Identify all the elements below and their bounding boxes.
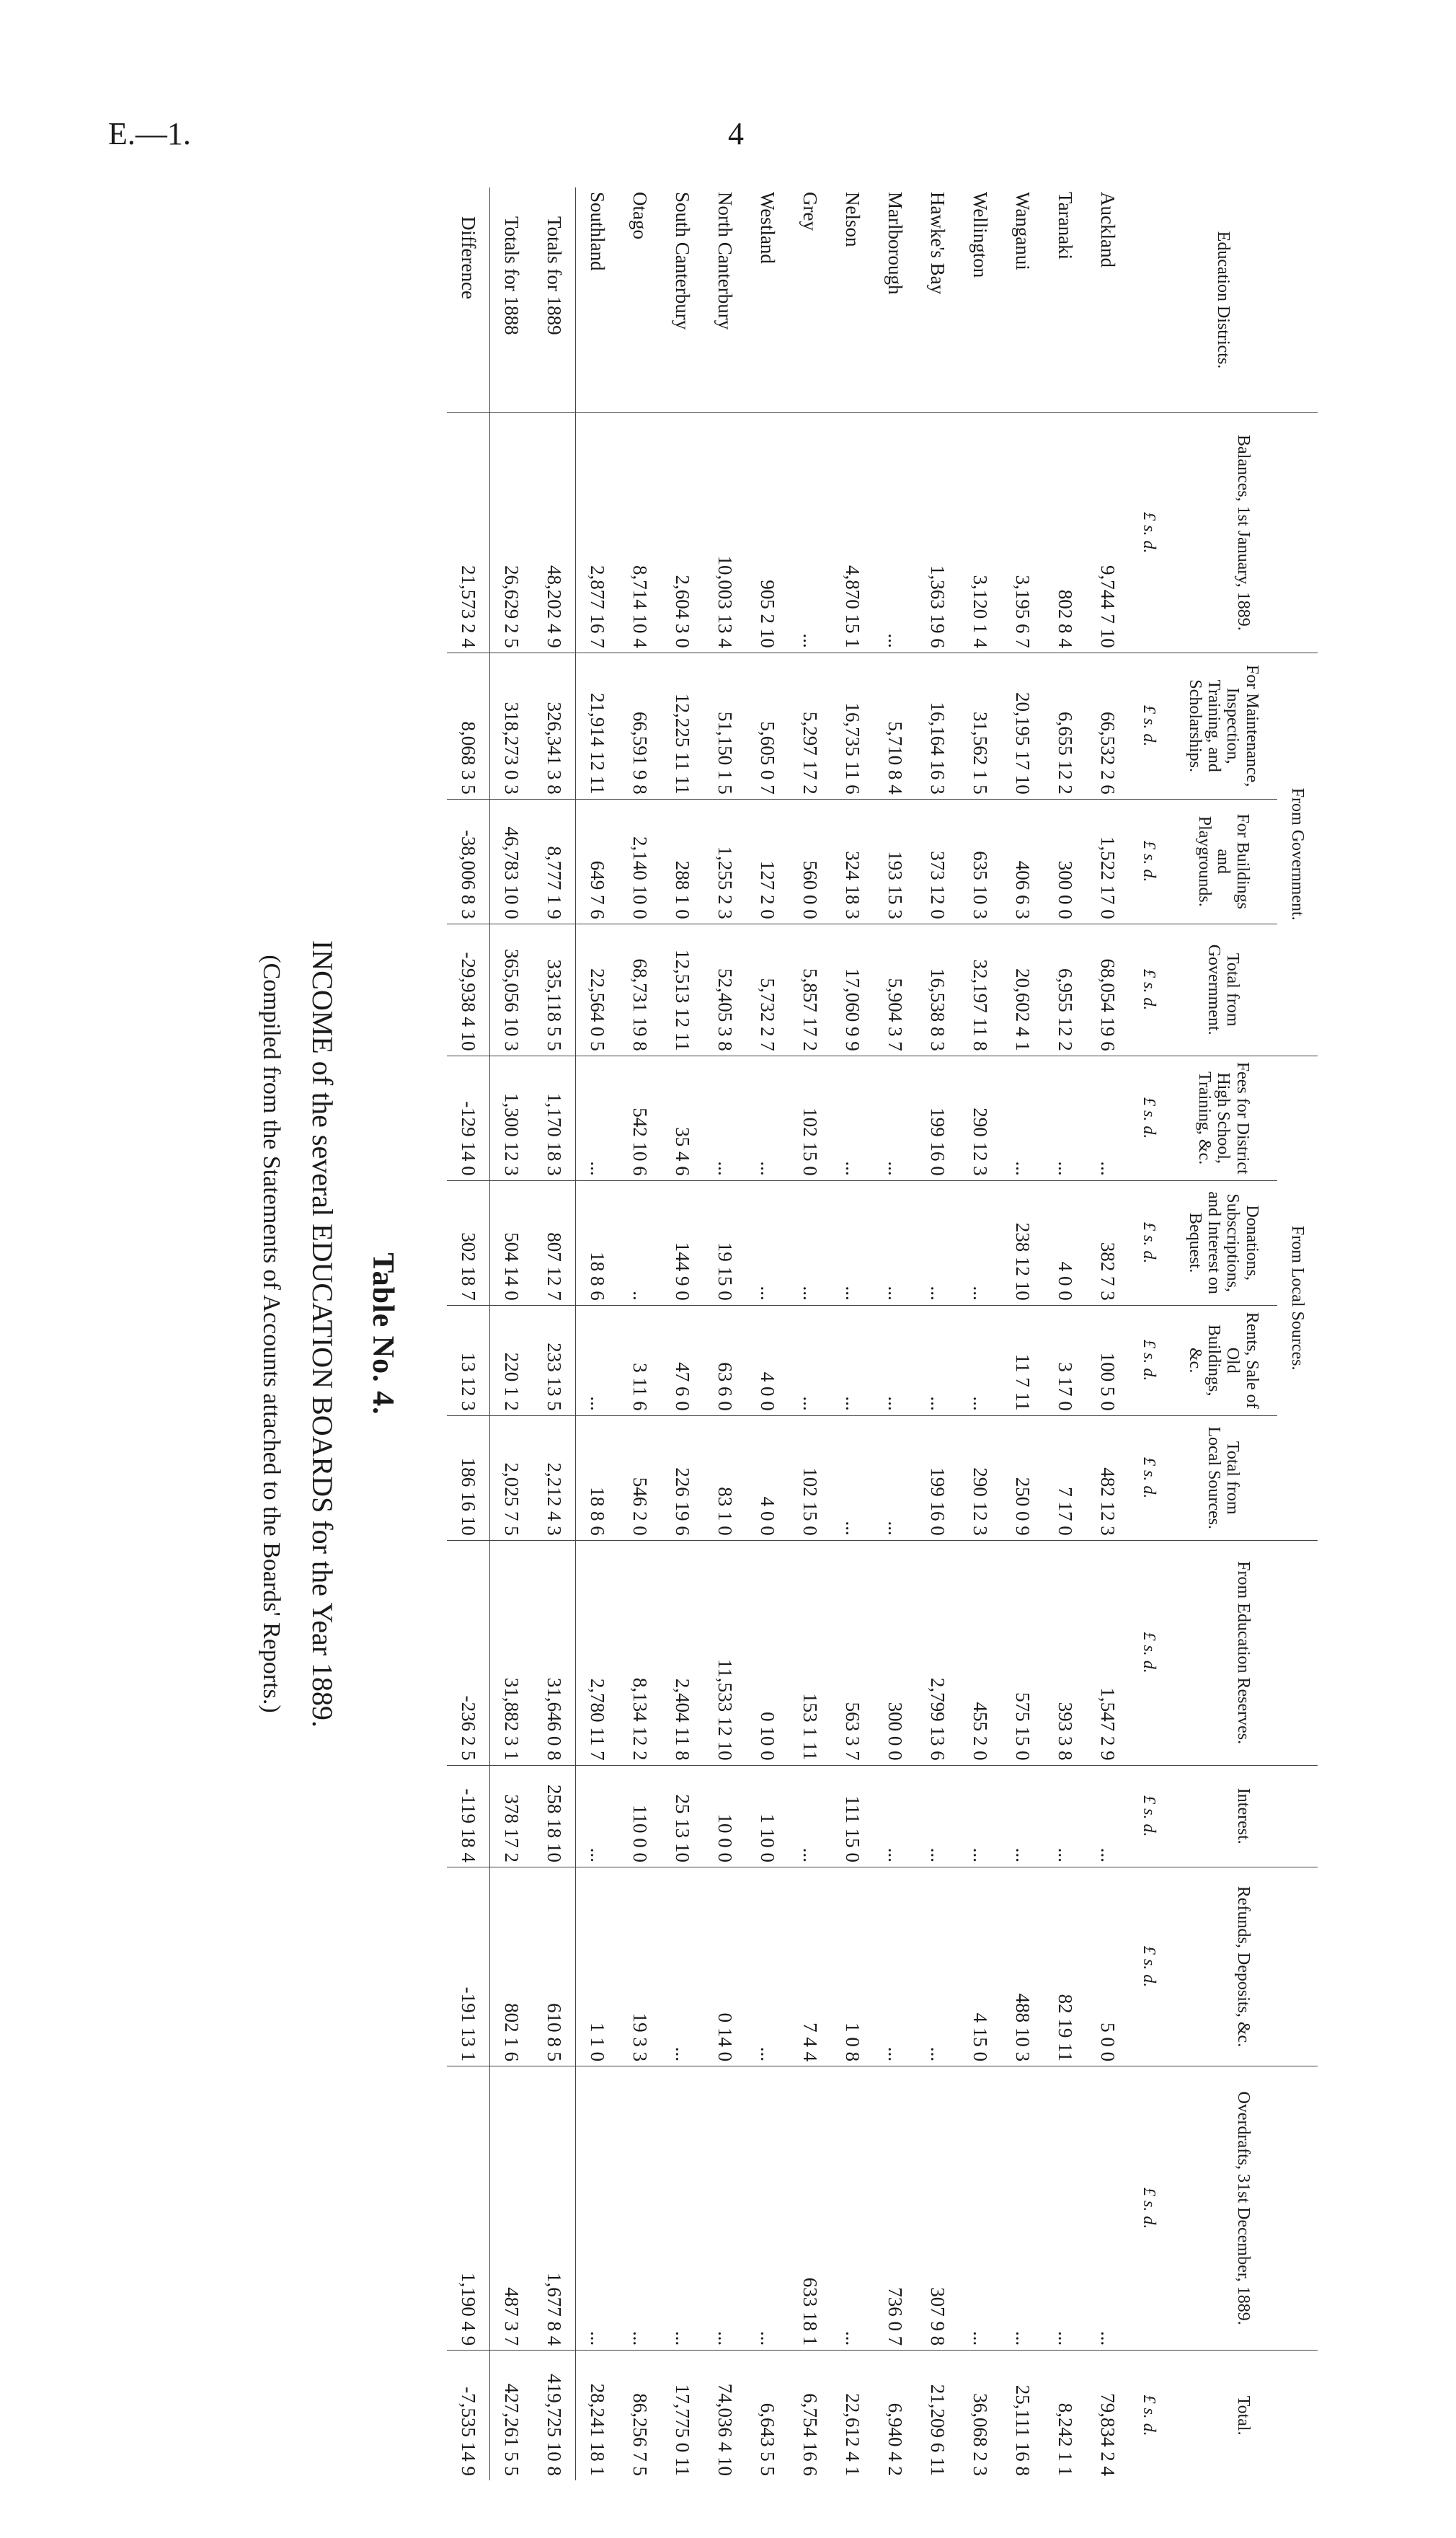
table-cell: 382 7 3 xyxy=(1086,1180,1129,1305)
table-cell: 25,111 16 8 xyxy=(1001,2351,1044,2480)
table-cell: 326,341 3 8 xyxy=(533,653,576,799)
table-cell: ... xyxy=(746,1180,789,1305)
table-cell: ... xyxy=(831,1056,874,1180)
table-cell: 905 2 10 xyxy=(746,413,789,653)
table-cell: 802 1 6 xyxy=(490,1867,533,2066)
table-cell: 47 6 0 xyxy=(661,1305,703,1415)
table-cell: 5,605 0 7 xyxy=(746,653,789,799)
table-cell: ... xyxy=(831,1415,874,1540)
table-cell: 79,834 2 4 xyxy=(1086,2351,1129,2480)
col-buildings: For Buildings and Playgrounds. xyxy=(1169,799,1277,924)
unit-label: £ s. d. xyxy=(1129,1180,1169,1305)
district-name: Marlborough xyxy=(884,192,906,295)
table-cell: ... xyxy=(874,1415,916,1540)
table-cell: 302 18 7 xyxy=(447,1180,490,1305)
table-cell: 2,780 11 7 xyxy=(576,1540,619,1765)
table-cell: ... xyxy=(661,2066,703,2351)
table-heading: INCOME of the several EDUCATION BOARDS for the Year 1889. xyxy=(306,939,339,1728)
table-cell: 318,273 0 3 xyxy=(490,653,533,799)
table-cell: 393 3 8 xyxy=(1044,1540,1086,1765)
col-refunds: Refunds, Deposits, &c. xyxy=(1169,1867,1318,2066)
table-subheading: (Compiled from the Statements of Accounts attached to the Boards' Reports.) xyxy=(258,955,285,1713)
rotated-table-page xyxy=(187,187,1413,2480)
table-cell: 290 12 3 xyxy=(959,1415,1001,1540)
table-cell: ... xyxy=(831,1305,874,1415)
district-name: Otago xyxy=(629,192,651,239)
district-name: Difference xyxy=(447,187,490,413)
table-cell: 238 12 10 xyxy=(1001,1180,1044,1305)
table-cell: ... xyxy=(1086,1056,1129,1180)
table-cell: 610 8 5 xyxy=(533,1867,576,2066)
col-district: Education Districts. xyxy=(1214,231,1233,369)
table-cell: 1,255 2 3 xyxy=(703,799,746,924)
table-cell: -191 13 1 xyxy=(447,1867,490,2066)
table-cell: 802 8 4 xyxy=(1044,413,1086,653)
col-total-government: Total from Government. xyxy=(1169,924,1277,1056)
table-cell: 300 0 0 xyxy=(1044,799,1086,924)
table-cell: 2,404 11 8 xyxy=(661,1540,703,1765)
unit-label: £ s. d. xyxy=(1129,1867,1169,2066)
table-cell: 21,573 2 4 xyxy=(447,413,490,653)
table-cell: ... xyxy=(916,1867,959,2066)
district-name: South Canterbury xyxy=(672,192,693,330)
table-cell: 8,242 1 1 xyxy=(1044,2351,1086,2480)
table-cell: 1 0 8 xyxy=(831,1867,874,2066)
district-name: Totals for 1888 xyxy=(501,216,523,335)
table-cell: 482 12 3 xyxy=(1086,1415,1129,1540)
table-cell: 1 10 0 xyxy=(746,1765,789,1867)
table-cell: 10,003 13 4 xyxy=(703,413,746,653)
table-cell: 25 13 10 xyxy=(661,1765,703,1867)
col-interest: Interest. xyxy=(1169,1765,1318,1867)
table-cell: 32,197 11 8 xyxy=(959,924,1001,1056)
table-cell: ... xyxy=(1086,2066,1129,2351)
table-cell: 3,195 6 7 xyxy=(1001,413,1044,653)
table-cell: ... xyxy=(1044,2066,1086,2351)
col-group-government: From Government. xyxy=(1277,653,1318,1056)
table-cell: 83 1 0 xyxy=(703,1415,746,1540)
table-cell: 7 17 0 xyxy=(1044,1415,1086,1540)
table-cell: 0 10 0 xyxy=(746,1540,789,1765)
table-cell: 4,870 15 1 xyxy=(831,413,874,653)
table-cell: 4 0 0 xyxy=(1044,1180,1086,1305)
table-cell: 0 14 0 xyxy=(703,1867,746,2066)
table-cell: 31,646 0 8 xyxy=(533,1540,576,1765)
table-cell: ... xyxy=(1086,1765,1129,1867)
table-number: Table No. 4. xyxy=(366,1252,399,1415)
table-cell: 3 11 6 xyxy=(618,1305,661,1415)
table-cell: 68,054 19 6 xyxy=(1086,924,1129,1056)
table-row xyxy=(916,187,959,2480)
table-cell: 13 12 3 xyxy=(447,1305,490,1415)
unit-label: £ s. d. xyxy=(1129,1305,1169,1415)
unit-label: £ s. d. xyxy=(1129,2351,1169,2480)
table-cell: ... xyxy=(789,1305,831,1415)
table-cell: 8,777 1 9 xyxy=(533,799,576,924)
table-cell: ... xyxy=(789,413,831,653)
table-cell: 6,754 16 6 xyxy=(789,2351,831,2480)
table-cell: ... xyxy=(874,1867,916,2066)
table-cell: ... xyxy=(1001,1765,1044,1867)
table-cell: 4 0 0 xyxy=(746,1305,789,1415)
table-row xyxy=(789,187,831,2480)
table-cell: 19 15 0 xyxy=(703,1180,746,1305)
table-cell: 419,725 10 8 xyxy=(533,2351,576,2480)
table-cell: .. xyxy=(618,1180,661,1305)
table-cell: 82 19 11 xyxy=(1044,1867,1086,2066)
table-cell: 16,164 16 3 xyxy=(916,653,959,799)
table-row xyxy=(533,187,576,2480)
table-cell: 635 10 3 xyxy=(959,799,1001,924)
table-cell: ... xyxy=(576,1765,619,1867)
district-name: Hawke's Bay xyxy=(927,192,949,295)
table-cell: 258 18 10 xyxy=(533,1765,576,1867)
table-cell: 74,036 4 10 xyxy=(703,2351,746,2480)
table-cell: 31,882 3 1 xyxy=(490,1540,533,1765)
table-cell: 233 13 5 xyxy=(533,1305,576,1415)
table-cell: 199 16 0 xyxy=(916,1415,959,1540)
table-cell: ... xyxy=(874,413,916,653)
table-cell: 1,522 17 0 xyxy=(1086,799,1129,924)
table-cell: ... xyxy=(576,2066,619,2351)
table-cell: 86,256 7 5 xyxy=(618,2351,661,2480)
table-cell: ... xyxy=(874,1056,916,1180)
table-cell: ... xyxy=(916,1180,959,1305)
district-name: Wellington xyxy=(969,192,991,278)
table-cell: 12,513 12 11 xyxy=(661,924,703,1056)
table-cell: 563 3 7 xyxy=(831,1540,874,1765)
table-cell: -29,938 4 10 xyxy=(447,924,490,1056)
table-cell: 1,547 2 9 xyxy=(1086,1540,1129,1765)
table-cell: 102 15 0 xyxy=(789,1415,831,1540)
table-row xyxy=(1001,187,1044,2480)
table-cell: ... xyxy=(789,1765,831,1867)
table-cell: 199 16 0 xyxy=(916,1056,959,1180)
table-row xyxy=(1044,187,1086,2480)
table-cell: 22,564 0 5 xyxy=(576,924,619,1056)
table-cell: ... xyxy=(703,1056,746,1180)
table-cell: -236 2 5 xyxy=(447,1540,490,1765)
table-cell: 68,731 19 8 xyxy=(618,924,661,1056)
table-cell: 5,904 3 7 xyxy=(874,924,916,1056)
table-cell: 10 0 0 xyxy=(703,1765,746,1867)
table-cell: ... xyxy=(831,2066,874,2351)
table-cell: 736 0 7 xyxy=(874,2066,916,2351)
unit-label: £ s. d. xyxy=(1129,924,1169,1056)
table-cell: 6,955 12 2 xyxy=(1044,924,1086,1056)
table-cell: 542 10 6 xyxy=(618,1056,661,1180)
district-name: Auckland xyxy=(1097,192,1119,267)
table-cell: ... xyxy=(1001,2066,1044,2351)
table-row xyxy=(831,187,874,2480)
table-cell: 26,629 2 5 xyxy=(490,413,533,653)
table-cell: 102 15 0 xyxy=(789,1056,831,1180)
table-cell: 6,655 12 2 xyxy=(1044,653,1086,799)
table-cell: ... xyxy=(746,2066,789,2351)
table-cell: -119 18 4 xyxy=(447,1765,490,1867)
table-row xyxy=(447,187,490,2480)
table-cell: ... xyxy=(831,1180,874,1305)
table-cell: 51,150 1 5 xyxy=(703,653,746,799)
table-cell: 288 1 0 xyxy=(661,799,703,924)
table-cell: -7,535 14 9 xyxy=(447,2351,490,2480)
table-cell: 46,783 10 0 xyxy=(490,799,533,924)
table-cell: ... xyxy=(874,1765,916,1867)
table-cell: ... xyxy=(1044,1056,1086,1180)
col-total: Total. xyxy=(1169,2351,1318,2480)
table-cell: 4 15 0 xyxy=(959,1867,1001,2066)
table-cell: ... xyxy=(874,1305,916,1415)
table-cell: 193 15 3 xyxy=(874,799,916,924)
district-name: Westland xyxy=(757,192,778,264)
col-balances: Balances, 1st January, 1889. xyxy=(1169,413,1318,653)
table-cell: 307 9 8 xyxy=(916,2066,959,2351)
table-cell: 1,677 8 4 xyxy=(533,2066,576,2351)
district-name: Taranaki xyxy=(1055,192,1076,260)
table-cell: 2,799 13 6 xyxy=(916,1540,959,1765)
table-cell: 455 2 0 xyxy=(959,1540,1001,1765)
table-cell: 560 0 0 xyxy=(789,799,831,924)
table-cell: 48,202 4 9 xyxy=(533,413,576,653)
table-cell: 20,602 4 1 xyxy=(1001,924,1044,1056)
table-cell: 35 4 6 xyxy=(661,1056,703,1180)
table-cell: ... xyxy=(661,1867,703,2066)
table-row xyxy=(703,187,746,2480)
table-cell: 2,877 16 7 xyxy=(576,413,619,653)
table-cell: ... xyxy=(576,1056,619,1180)
unit-label: £ s. d. xyxy=(1129,413,1169,653)
table-cell: 100 5 0 xyxy=(1086,1305,1129,1415)
income-table-wrap xyxy=(447,187,1413,2480)
table-cell: 20,195 17 10 xyxy=(1001,653,1044,799)
table-cell: 1,190 4 9 xyxy=(447,2066,490,2351)
table-cell: 16,735 11 6 xyxy=(831,653,874,799)
table-cell: 8,068 3 5 xyxy=(447,653,490,799)
table-cell: -129 14 0 xyxy=(447,1056,490,1180)
table-cell: ... xyxy=(959,2066,1001,2351)
table-cell: 31,562 1 5 xyxy=(959,653,1001,799)
unit-label: £ s. d. xyxy=(1129,653,1169,799)
unit-label: £ s. d. xyxy=(1129,799,1169,924)
col-total-local: Total from Local Sources. xyxy=(1169,1415,1277,1540)
table-cell: 2,140 10 0 xyxy=(618,799,661,924)
table-row xyxy=(576,187,619,2480)
income-table xyxy=(447,187,1318,2480)
table-row xyxy=(618,187,661,2480)
table-cell: 8,134 12 2 xyxy=(618,1540,661,1765)
col-reserves: From Education Reserves. xyxy=(1169,1540,1318,1765)
table-row xyxy=(746,187,789,2480)
table-cell: 7 4 4 xyxy=(789,1867,831,2066)
table-cell: ... xyxy=(959,1180,1001,1305)
table-cell: 575 15 0 xyxy=(1001,1540,1044,1765)
table-cell: 1,170 18 3 xyxy=(533,1056,576,1180)
table-cell: 406 6 3 xyxy=(1001,799,1044,924)
table-cell: 127 2 0 xyxy=(746,799,789,924)
table-cell: 488 10 3 xyxy=(1001,1867,1044,2066)
table-cell: 28,241 18 1 xyxy=(576,2351,619,2480)
table-cell: 5,732 2 7 xyxy=(746,924,789,1056)
table-cell: 186 16 10 xyxy=(447,1415,490,1540)
col-fees: Fees for District High School, Training, &c. xyxy=(1169,1056,1277,1180)
district-name: Southland xyxy=(587,192,608,271)
table-row xyxy=(874,187,916,2480)
district-name: North Canterbury xyxy=(714,192,736,330)
table-cell: 52,405 3 8 xyxy=(703,924,746,1056)
table-cell: 5 0 0 xyxy=(1086,1867,1129,2066)
unit-label: £ s. d. xyxy=(1129,1540,1169,1765)
unit-label: £ s. d. xyxy=(1129,1415,1169,1540)
table-cell: 649 7 6 xyxy=(576,799,619,924)
table-cell: 633 18 1 xyxy=(789,2066,831,2351)
table-cell: 18 8 6 xyxy=(576,1415,619,1540)
table-cell: 3,120 1 4 xyxy=(959,413,1001,653)
table-row xyxy=(1086,187,1129,2480)
table-cell: 36,068 2 3 xyxy=(959,2351,1001,2480)
table-cell: 3 17 0 xyxy=(1044,1305,1086,1415)
table-cell: 66,591 9 8 xyxy=(618,653,661,799)
table-cell: 19 3 3 xyxy=(618,1867,661,2066)
table-cell: -38,006 8 3 xyxy=(447,799,490,924)
table-cell: 66,532 2 6 xyxy=(1086,653,1129,799)
table-cell: ... xyxy=(789,1180,831,1305)
table-row xyxy=(959,187,1001,2480)
table-cell: 153 1 11 xyxy=(789,1540,831,1765)
table-cell: 11,533 12 10 xyxy=(703,1540,746,1765)
table-cell: 18 8 6 xyxy=(576,1180,619,1305)
table-cell: 5,857 17 2 xyxy=(789,924,831,1056)
table-cell: 5,710 8 4 xyxy=(874,653,916,799)
table-cell: 144 9 0 xyxy=(661,1180,703,1305)
table-cell: 300 0 0 xyxy=(874,1540,916,1765)
table-row xyxy=(490,187,533,2480)
table-cell: ... xyxy=(959,1765,1001,1867)
table-cell: 546 2 0 xyxy=(618,1415,661,1540)
table-cell: ... xyxy=(916,1765,959,1867)
page-number: 4 xyxy=(728,116,744,151)
table-cell: 250 0 9 xyxy=(1001,1415,1044,1540)
table-cell: 63 6 0 xyxy=(703,1305,746,1415)
table-cell: 110 0 0 xyxy=(618,1765,661,1867)
table-cell: 2,212 4 3 xyxy=(533,1415,576,1540)
table-cell: 1,363 19 6 xyxy=(916,413,959,653)
table-cell: 487 3 7 xyxy=(490,2066,533,2351)
table-cell: ... xyxy=(618,2066,661,2351)
district-name: Grey xyxy=(799,192,821,231)
table-cell: 111 15 0 xyxy=(831,1765,874,1867)
col-overdrafts: Overdrafts, 31st December, 1889. xyxy=(1169,2066,1318,2351)
table-cell: 365,056 10 3 xyxy=(490,924,533,1056)
table-cell: 290 12 3 xyxy=(959,1056,1001,1180)
table-cell: 504 14 0 xyxy=(490,1180,533,1305)
table-cell: 4 0 0 xyxy=(746,1415,789,1540)
table-cell: 373 12 0 xyxy=(916,799,959,924)
table-cell: ... xyxy=(874,1180,916,1305)
table-cell: 324 18 3 xyxy=(831,799,874,924)
unit-label: £ s. d. xyxy=(1129,2066,1169,2351)
table-cell: 2,604 3 0 xyxy=(661,413,703,653)
table-cell: 21,914 12 11 xyxy=(576,653,619,799)
table-cell: 1 1 0 xyxy=(576,1867,619,2066)
table-cell: 16,538 8 3 xyxy=(916,924,959,1056)
district-name: Totals for 1889 xyxy=(533,187,576,413)
table-cell: 6,940 4 2 xyxy=(874,2351,916,2480)
district-name: Nelson xyxy=(842,192,864,247)
table-cell: ... xyxy=(959,1305,1001,1415)
table-cell: ... xyxy=(1001,1056,1044,1180)
page-reference: E.—1. xyxy=(108,116,191,151)
table-cell: 335,118 5 5 xyxy=(533,924,576,1056)
col-group-local: From Local Sources. xyxy=(1277,1056,1318,1540)
unit-label: £ s. d. xyxy=(1129,1056,1169,1180)
unit-label: £ s. d. xyxy=(1129,1765,1169,1867)
table-cell: 2,025 7 5 xyxy=(490,1415,533,1540)
table-cell: 6,643 5 5 xyxy=(746,2351,789,2480)
table-cell: 226 19 6 xyxy=(661,1415,703,1540)
table-cell: 17,060 9 9 xyxy=(831,924,874,1056)
table-cell: 5,297 17 2 xyxy=(789,653,831,799)
table-cell: 17,775 0 11 xyxy=(661,2351,703,2480)
table-cell: ... xyxy=(703,2066,746,2351)
table-cell: 427,261 5 5 xyxy=(490,2351,533,2480)
table-row xyxy=(661,187,703,2480)
table-cell: 378 17 2 xyxy=(490,1765,533,1867)
table-cell: 9,744 7 10 xyxy=(1086,413,1129,653)
table-cell: 220 1 2 xyxy=(490,1305,533,1415)
table-cell: 1,300 12 3 xyxy=(490,1056,533,1180)
table-cell: 21,209 6 11 xyxy=(916,2351,959,2480)
table-cell: ... xyxy=(746,1056,789,1180)
district-name: Wanganui xyxy=(1012,192,1034,270)
table-cell: ... xyxy=(1044,1765,1086,1867)
table-cell: 12,225 11 11 xyxy=(661,653,703,799)
table-cell: 11 7 11 xyxy=(1001,1305,1044,1415)
table-cell: ... xyxy=(746,1867,789,2066)
table-cell: ... xyxy=(576,1305,619,1415)
table-cell: 22,612 4 1 xyxy=(831,2351,874,2480)
col-rents: Rents, Sale of Old Buildings, &c. xyxy=(1169,1305,1277,1415)
col-maintenance: For Maintenance, Inspection, Training, and Scholarships. xyxy=(1169,653,1277,799)
table-cell: 8,714 10 4 xyxy=(618,413,661,653)
table-cell: 807 12 7 xyxy=(533,1180,576,1305)
table-cell: ... xyxy=(916,1305,959,1415)
col-donations: Donations, Subscriptions, and Interest on Bequest. xyxy=(1169,1180,1277,1305)
